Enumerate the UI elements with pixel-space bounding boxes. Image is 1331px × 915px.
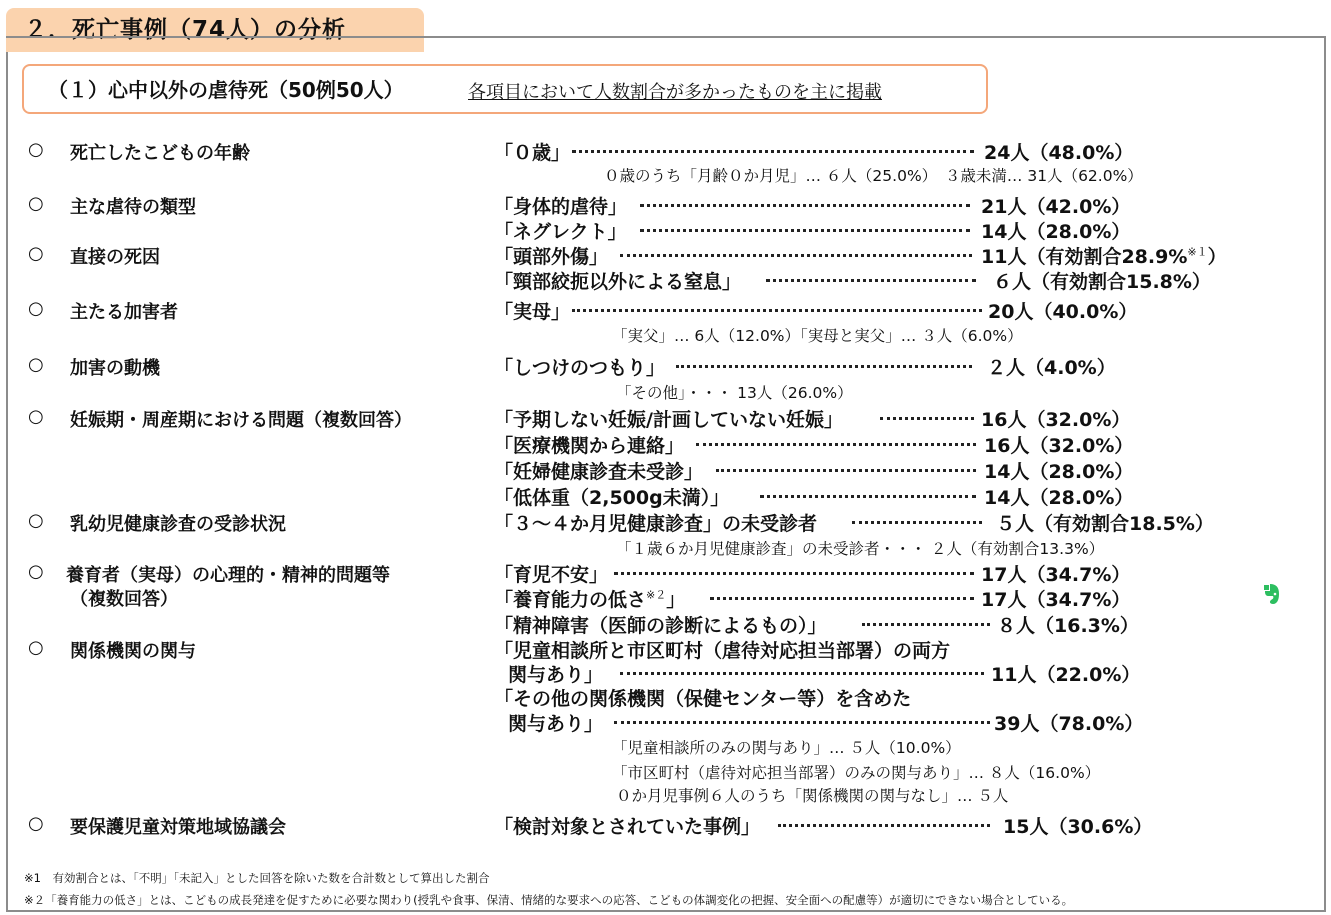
category-perpetrator: 主たる加害者 <box>70 302 178 323</box>
bullet: ○ <box>28 561 44 582</box>
item-value: 11人（有効割合28.9%$^{※1}$） <box>981 245 1227 268</box>
subsection-title: （１）心中以外の虐待死（50例50人） <box>48 78 404 102</box>
leader-dots <box>778 824 990 827</box>
sub-note: 「児童相談所のみの関与あり」… ５人（10.0%） <box>612 739 961 757</box>
item-label: 「実母」 <box>494 301 571 323</box>
leader-dots <box>620 672 984 675</box>
item-value: ６人（有効割合15.8%） <box>993 271 1211 293</box>
item-value: 14人（28.0%） <box>984 461 1134 483</box>
item-label: 「低体重（2,500g未満）」 <box>494 487 730 509</box>
sub-note: ０か月児事例６人のうち「関係機関の関与なし」… ５人 <box>616 787 1009 805</box>
bullet: ○ <box>28 510 44 531</box>
sub-note: 「実父」… 6人（12.0%）「実母と実父」… ３人（6.0%） <box>612 327 1023 345</box>
category-caregiver: 養育者（実母）の心理的・精神的問題等 <box>66 565 390 586</box>
item-value: 15人（30.6%） <box>1003 816 1153 838</box>
item-value: 17人（34.7%） <box>981 564 1131 586</box>
category-checkup: 乳幼児健康診査の受診状況 <box>70 514 286 535</box>
leader-dots <box>760 495 976 498</box>
item-label: 「妊婦健康診査未受診」 <box>494 461 704 483</box>
subsection-note: 各項目において人数割合が多かったものを主に掲載 <box>468 82 882 103</box>
item-label: 「その他の関係機関（保健センター等）を含めた <box>494 688 912 710</box>
bullet: ○ <box>28 243 44 264</box>
item-value: 24人（48.0%） <box>984 142 1134 164</box>
item-label: 「予期しない妊娠/計画していない妊娠」 <box>494 409 843 431</box>
leader-dots <box>880 417 974 420</box>
item-value: 16人（32.0%） <box>981 409 1131 431</box>
leader-dots <box>716 469 976 472</box>
item-value: 11人（22.0%） <box>991 664 1141 686</box>
category-motive: 加害の動機 <box>70 358 160 379</box>
bullet: ○ <box>28 406 44 427</box>
bullet: ○ <box>28 637 44 658</box>
item-label: 「児童相談所と市区町村（虐待対応担当部署）の両方 <box>494 640 951 662</box>
leader-dots <box>620 254 972 257</box>
sub-note: 「１歳６か月児健康診査」の未受診者・・・ ２人（有効割合13.3%） <box>616 540 1105 558</box>
leader-dots <box>862 623 990 626</box>
category-cause: 直接の死因 <box>70 247 160 268</box>
bullet: ○ <box>28 354 44 375</box>
sub-note: 「市区町村（虐待対応担当部署）のみの関与あり」… ８人（16.0%） <box>612 764 1101 782</box>
item-value: 17人（34.7%） <box>981 589 1131 611</box>
item-label-line2: 関与あり」 <box>508 664 604 686</box>
content-frame-left <box>6 52 8 912</box>
bullet: ○ <box>28 813 44 834</box>
item-label-line2: 関与あり」 <box>508 713 604 735</box>
item-value: ２人（4.0%） <box>987 357 1116 379</box>
footnote-2: ※２「養育能力の低さ」とは、こどもの成長発達を促すために必要な関わり(授乳や食事、保清、情緒的な要求への応答、こどもの体調変化の把握、安全面への配慮等）が適切にできない場合としている。 <box>24 893 1074 907</box>
bullet: ○ <box>28 298 44 319</box>
item-value: 39人（78.0%） <box>994 713 1144 735</box>
leader-dots <box>572 309 982 312</box>
item-value: 14人（28.0%） <box>984 487 1134 509</box>
bullet: ○ <box>28 193 44 214</box>
footnote-1: ※1 有効割合とは、「不明」「未記入」とした回答を除いた数を合計数として算出した割合 <box>24 871 490 885</box>
item-label: 「精神障害（医師の診断によるもの）」 <box>494 615 827 637</box>
item-label: 「頸部絞扼以外による窒息」 <box>494 271 742 293</box>
elephant-icon[interactable] <box>1259 582 1283 606</box>
item-label: 「育児不安」 <box>494 564 609 586</box>
category-agencies: 関係機関の関与 <box>70 641 196 662</box>
leader-dots <box>572 150 974 153</box>
item-label: 「０歳」 <box>494 142 571 164</box>
item-label: 「医療機関から連絡」 <box>494 435 685 457</box>
item-value: 20人（40.0%） <box>988 301 1138 323</box>
bullet: ○ <box>28 139 44 160</box>
category-age: 死亡したこどもの年齢 <box>70 143 250 164</box>
sub-note: ０歳のうち「月齢０か月児」… ６人（25.0%） ３歳未満… 31人（62.0%） <box>604 167 1143 185</box>
leader-dots <box>614 572 974 575</box>
item-label: 「身体的虐待」 <box>494 196 628 218</box>
item-label: 「ネグレクト」 <box>494 221 627 243</box>
item-label: 「しつけのつもり」 <box>494 357 666 379</box>
category-pregnancy: 妊娠期・周産期における問題（複数回答） <box>70 410 412 431</box>
category-council: 要保護児童対策地域協議会 <box>70 817 286 838</box>
category-abuse-type: 主な虐待の類型 <box>70 197 196 218</box>
leader-dots <box>640 229 970 232</box>
leader-dots <box>710 597 974 600</box>
item-value: ８人（16.3%） <box>997 615 1139 637</box>
leader-dots <box>640 204 970 207</box>
leader-dots <box>614 721 990 724</box>
leader-dots <box>676 365 972 368</box>
item-value: ５人（有効割合18.5%） <box>996 513 1214 535</box>
item-label: 「頭部外傷」 <box>494 246 609 268</box>
section-title: ２．死亡事例（74人）の分析 <box>6 8 424 52</box>
leader-dots <box>852 521 982 524</box>
category-caregiver-line2: （複数回答） <box>70 589 178 610</box>
sub-note: 「その他」・・・ 13人（26.0%） <box>616 384 853 402</box>
item-label: 「養育能力の低さ$^{※2}$」 <box>494 588 686 611</box>
item-value: 21人（42.0%） <box>981 196 1131 218</box>
leader-dots <box>696 443 976 446</box>
item-label: 「３～４か月児健康診査」の未受診者 <box>494 513 818 535</box>
item-label: 「検討対象とされていた事例」 <box>494 816 761 838</box>
leader-dots <box>766 279 976 282</box>
item-value: 16人（32.0%） <box>984 435 1134 457</box>
item-value: 14人（28.0%） <box>981 221 1131 243</box>
